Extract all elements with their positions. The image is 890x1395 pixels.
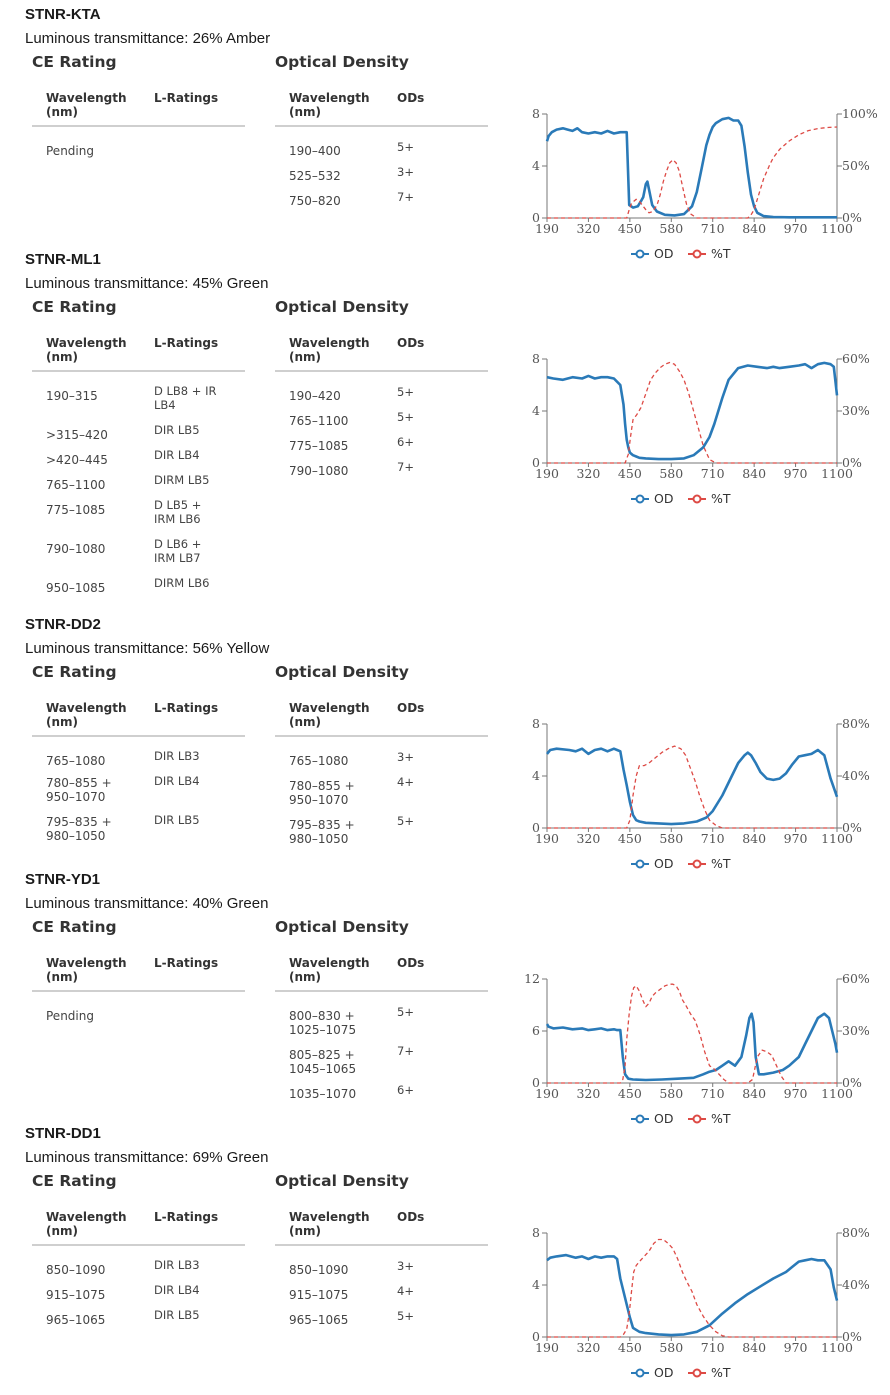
od-wavelength-header — [289, 701, 370, 729]
header-line: Wavelength — [46, 956, 127, 970]
x-tick-label: 190 — [535, 1086, 559, 1101]
ce-rating-heading: CE Rating — [32, 663, 117, 681]
cell-line: DIR LB5 — [154, 1308, 200, 1322]
cell-line: 780–855 + — [46, 776, 112, 790]
od-wavelength-cell — [289, 414, 348, 428]
ce-wavelength-cell — [46, 428, 108, 442]
od-wavelength-header — [289, 1210, 370, 1238]
ce-header-rule — [32, 125, 245, 127]
od-wavelength-cell — [289, 439, 348, 453]
header-line: Wavelength — [289, 1210, 370, 1224]
cell-line: DIR LB4 — [154, 1283, 200, 1297]
ce-wavelength-cell — [46, 453, 108, 467]
cell-line: DIR LB5 — [154, 423, 200, 437]
legend-t-marker — [694, 1370, 701, 1377]
x-tick-label: 190 — [535, 1340, 559, 1355]
x-tick-label: 190 — [535, 221, 559, 236]
cell-line: DIR LB3 — [154, 749, 200, 763]
right-tick-label: 0% — [842, 820, 862, 835]
l-rating-cell — [154, 813, 200, 827]
left-tick-label: 0 — [532, 210, 540, 225]
cell-line: 775–1085 — [46, 503, 106, 517]
right-tick-label: 80% — [842, 716, 870, 731]
ce-wavelength-header — [46, 1210, 127, 1238]
od-wavelength-header — [289, 956, 370, 984]
header-unit: (nm) — [46, 105, 79, 119]
left-tick-label: 8 — [532, 351, 540, 366]
ce-wavelength-cell — [46, 144, 94, 158]
ce-wavelength-cell — [46, 1263, 105, 1277]
right-tick-label: 50% — [842, 158, 870, 173]
cell-line: 1035–1070 — [289, 1087, 357, 1101]
legend-t-marker — [694, 1116, 701, 1123]
ce-wavelength-cell — [46, 776, 112, 804]
header-unit: (nm) — [289, 105, 322, 119]
l-ratings-header: L-Ratings — [154, 701, 219, 715]
product-section — [0, 1125, 890, 1380]
cell-line: 795–835 + — [46, 815, 112, 829]
cell-line: 1045–1065 — [289, 1062, 357, 1076]
x-tick-label: 710 — [700, 466, 725, 481]
left-tick-label: 0 — [532, 455, 540, 470]
l-rating-cell — [154, 1308, 200, 1322]
cell-line: >315–420 — [46, 428, 108, 442]
cell-line: 765–1080 — [46, 754, 106, 768]
chart-legend — [631, 1111, 731, 1126]
ods-header: ODs — [397, 956, 425, 970]
cell-line: 790–1080 — [46, 542, 106, 556]
transmittance-series-line — [547, 1240, 837, 1338]
header-unit: (nm) — [289, 1224, 322, 1238]
left-tick-label: 0 — [532, 820, 540, 835]
od-header-rule — [275, 735, 488, 737]
ce-header-rule — [32, 735, 245, 737]
header-unit: (nm) — [46, 970, 79, 984]
x-tick-label: 320 — [576, 831, 601, 846]
cell-line: DIR LB4 — [154, 774, 200, 788]
left-tick-label: 8 — [532, 716, 540, 731]
ce-wavelength-cell — [46, 581, 105, 595]
x-tick-label: 1100 — [821, 466, 853, 481]
right-tick-label: 60% — [842, 971, 870, 986]
od-value-cell: 5+ — [397, 385, 414, 399]
header-unit: (nm) — [289, 350, 322, 364]
l-rating-cell — [154, 473, 209, 487]
cell-line: DIR LB4 — [154, 448, 200, 462]
x-tick-label: 450 — [617, 221, 642, 236]
legend-t-label: %T — [711, 1111, 731, 1126]
left-tick-label: 8 — [532, 106, 540, 121]
cell-line: 765–1100 — [289, 414, 349, 428]
x-tick-label: 840 — [742, 1086, 767, 1101]
ce-wavelength-cell — [46, 815, 112, 843]
od-wavelength-cell — [289, 1009, 356, 1037]
cell-line: IRM LB6 — [154, 512, 201, 526]
legend-od-label: OD — [654, 246, 674, 261]
header-line: Wavelength — [289, 91, 370, 105]
right-tick-label: 40% — [842, 768, 870, 783]
cell-line: 190–400 — [289, 144, 341, 158]
od-header-rule — [275, 125, 488, 127]
od-header-rule — [275, 990, 488, 992]
od-wavelength-cell — [289, 818, 355, 846]
od-wavelength-header — [289, 91, 370, 119]
x-tick-label: 580 — [659, 466, 684, 481]
right-tick-label: 0% — [842, 1329, 862, 1344]
ce-wavelength-cell — [46, 754, 105, 768]
l-ratings-header: L-Ratings — [154, 1210, 219, 1224]
spectrum-chart — [508, 301, 890, 521]
l-rating-cell — [154, 498, 201, 526]
x-tick-label: 580 — [659, 1086, 684, 1101]
cell-line: 765–1100 — [46, 478, 106, 492]
right-tick-label: 80% — [842, 1225, 870, 1240]
x-tick-label: 580 — [659, 831, 684, 846]
od-wavelength-cell — [289, 779, 355, 807]
od-wavelength-cell — [289, 1313, 348, 1327]
cell-line: 805–825 + — [289, 1048, 355, 1062]
od-value-cell: 7+ — [397, 460, 414, 474]
product-name: STNR-DD1 — [25, 1125, 101, 1142]
ce-rating-heading: CE Rating — [32, 918, 117, 936]
x-tick-label: 970 — [783, 466, 808, 481]
l-ratings-header: L-Ratings — [154, 336, 219, 350]
left-tick-label: 6 — [532, 1023, 540, 1038]
right-tick-label: 40% — [842, 1277, 870, 1292]
x-tick-label: 320 — [576, 1340, 601, 1355]
legend-t-marker — [694, 861, 701, 868]
od-wavelength-cell — [289, 464, 348, 478]
od-wavelength-cell — [289, 194, 341, 208]
left-tick-label: 4 — [532, 403, 540, 418]
cell-line: 950–1070 — [289, 793, 349, 807]
product-section — [0, 251, 890, 595]
od-series-line — [547, 118, 837, 217]
cell-line: >420–445 — [46, 453, 108, 467]
x-tick-label: 450 — [617, 1340, 642, 1355]
od-value-cell: 4+ — [397, 1284, 414, 1298]
od-value-cell: 4+ — [397, 775, 414, 789]
x-tick-label: 840 — [742, 831, 767, 846]
x-tick-label: 970 — [783, 1340, 808, 1355]
right-tick-label: 0% — [842, 210, 862, 225]
cell-line: 790–1080 — [289, 464, 349, 478]
cell-line: 190–420 — [289, 389, 341, 403]
od-header-rule — [275, 370, 488, 372]
od-value-cell: 5+ — [397, 140, 414, 154]
luminous-transmittance: Luminous transmittance: 26% Amber — [25, 30, 271, 47]
x-tick-label: 320 — [576, 221, 601, 236]
ods-header: ODs — [397, 701, 425, 715]
od-value-cell: 3+ — [397, 165, 414, 179]
product-name: STNR-KTA — [25, 6, 101, 23]
x-tick-label: 1100 — [821, 1086, 853, 1101]
x-tick-label: 450 — [617, 466, 642, 481]
l-ratings-header: L-Ratings — [154, 956, 219, 970]
x-tick-label: 840 — [742, 221, 767, 236]
ce-wavelength-header — [46, 336, 127, 364]
cell-line: 950–1085 — [46, 581, 106, 595]
cell-line: 850–1090 — [46, 1263, 106, 1277]
luminous-transmittance: Luminous transmittance: 40% Green — [25, 895, 269, 912]
x-tick-label: 840 — [742, 466, 767, 481]
ce-header-rule — [32, 990, 245, 992]
x-tick-label: 580 — [659, 221, 684, 236]
l-rating-cell — [154, 774, 200, 788]
cell-line: 915–1075 — [289, 1288, 349, 1302]
right-tick-label: 30% — [842, 1023, 870, 1038]
cell-line: DIR LB5 — [154, 813, 200, 827]
cell-line: 750–820 — [289, 194, 341, 208]
ce-wavelength-header — [46, 956, 127, 984]
header-unit: (nm) — [289, 715, 322, 729]
right-tick-label: 0% — [842, 1075, 862, 1090]
cell-line: 800–830 + — [289, 1009, 355, 1023]
ce-header-rule — [32, 1244, 245, 1246]
od-series-line — [547, 1255, 837, 1335]
left-tick-label: 4 — [532, 158, 540, 173]
x-tick-label: 710 — [700, 831, 725, 846]
header-unit: (nm) — [46, 715, 79, 729]
product-section — [0, 616, 890, 871]
od-series-line — [547, 1014, 837, 1080]
x-tick-label: 1100 — [821, 1340, 853, 1355]
cell-line: DIRM LB5 — [154, 473, 210, 487]
spectrum-chart — [508, 56, 890, 276]
legend-t-label: %T — [711, 246, 731, 261]
od-wavelength-cell — [289, 1087, 356, 1101]
header-line: Wavelength — [46, 91, 127, 105]
legend-od-marker — [637, 1116, 644, 1123]
od-wavelength-cell — [289, 144, 341, 158]
ce-wavelength-cell — [46, 478, 105, 492]
ce-rating-heading: CE Rating — [32, 1172, 117, 1190]
cell-line: 795–835 + — [289, 818, 355, 832]
x-tick-label: 710 — [700, 1086, 725, 1101]
cell-line: Pending — [46, 1009, 94, 1023]
od-value-cell: 5+ — [397, 1309, 414, 1323]
od-value-cell: 3+ — [397, 1259, 414, 1273]
cell-line: 965–1065 — [46, 1313, 106, 1327]
od-value-cell: 5+ — [397, 814, 414, 828]
transmittance-series-line — [547, 984, 837, 1083]
cell-line: 850–1090 — [289, 1263, 349, 1277]
chart-legend — [631, 491, 731, 506]
header-line: Wavelength — [46, 701, 127, 715]
cell-line: 765–1080 — [289, 754, 349, 768]
cell-line: 525–532 — [289, 169, 341, 183]
od-wavelength-header — [289, 336, 370, 364]
luminous-transmittance: Luminous transmittance: 45% Green — [25, 275, 269, 292]
cell-line: 965–1065 — [289, 1313, 349, 1327]
left-tick-label: 0 — [532, 1075, 540, 1090]
product-section — [0, 871, 890, 1126]
od-value-cell: 3+ — [397, 750, 414, 764]
ods-header: ODs — [397, 1210, 425, 1224]
ce-wavelength-cell — [46, 389, 98, 403]
spectrum-chart — [508, 1175, 890, 1395]
x-tick-label: 970 — [783, 831, 808, 846]
cell-line: 950–1070 — [46, 790, 106, 804]
od-value-cell: 6+ — [397, 1083, 414, 1097]
ce-rating-heading: CE Rating — [32, 298, 117, 316]
cell-line: 780–855 + — [289, 779, 355, 793]
cell-line: DIRM LB6 — [154, 576, 210, 590]
legend-od-label: OD — [654, 491, 674, 506]
x-tick-label: 1100 — [821, 831, 853, 846]
luminous-transmittance: Luminous transmittance: 56% Yellow — [25, 640, 270, 657]
cell-line: LB4 — [154, 398, 176, 412]
x-tick-label: 450 — [617, 1086, 642, 1101]
cell-line: Pending — [46, 144, 94, 158]
luminous-transmittance: Luminous transmittance: 69% Green — [25, 1149, 269, 1166]
od-series-line — [547, 749, 837, 824]
ce-wavelength-cell — [46, 1009, 94, 1023]
optical-density-heading: Optical Density — [275, 298, 409, 316]
cell-line: IRM LB7 — [154, 551, 201, 565]
optical-density-heading: Optical Density — [275, 663, 409, 681]
ce-wavelength-cell — [46, 503, 105, 517]
x-tick-label: 320 — [576, 1086, 601, 1101]
x-tick-label: 320 — [576, 466, 601, 481]
header-unit: (nm) — [46, 1224, 79, 1238]
legend-t-label: %T — [711, 491, 731, 506]
optical-density-heading: Optical Density — [275, 53, 409, 71]
cell-line: 775–1085 — [289, 439, 349, 453]
header-line: Wavelength — [289, 956, 370, 970]
x-tick-label: 710 — [700, 1340, 725, 1355]
l-ratings-header: L-Ratings — [154, 91, 219, 105]
left-tick-label: 12 — [524, 971, 540, 986]
header-line: Wavelength — [289, 336, 370, 350]
legend-od-marker — [637, 496, 644, 503]
right-tick-label: 100% — [842, 106, 878, 121]
header-unit: (nm) — [46, 350, 79, 364]
cell-line: D LB6 + — [154, 537, 202, 551]
product-name: STNR-ML1 — [25, 251, 101, 268]
l-rating-cell — [154, 537, 201, 565]
ce-header-rule — [32, 370, 245, 372]
cell-line: 980–1050 — [289, 832, 349, 846]
transmittance-series-line — [547, 746, 837, 828]
ce-wavelength-cell — [46, 542, 105, 556]
cell-line: D LB5 + — [154, 498, 202, 512]
chart-legend — [631, 856, 731, 871]
legend-od-marker — [637, 861, 644, 868]
cell-line: DIR LB3 — [154, 1258, 200, 1272]
x-tick-label: 1100 — [821, 221, 853, 236]
od-value-cell: 6+ — [397, 435, 414, 449]
left-tick-label: 4 — [532, 1277, 540, 1292]
od-wavelength-cell — [289, 169, 341, 183]
x-tick-label: 970 — [783, 221, 808, 236]
ods-header: ODs — [397, 91, 425, 105]
legend-t-label: %T — [711, 1365, 731, 1380]
ce-wavelength-header — [46, 91, 127, 119]
ce-wavelength-header — [46, 701, 127, 729]
x-tick-label: 840 — [742, 1340, 767, 1355]
l-rating-cell — [154, 1283, 200, 1297]
header-line: Wavelength — [46, 336, 127, 350]
od-value-cell: 7+ — [397, 1044, 414, 1058]
product-name: STNR-YD1 — [25, 871, 101, 888]
x-tick-label: 190 — [535, 831, 559, 846]
cell-line: D LB8 + IR — [154, 384, 217, 398]
cell-line: 915–1075 — [46, 1288, 106, 1302]
od-series-line — [547, 363, 837, 459]
od-value-cell: 5+ — [397, 410, 414, 424]
od-wavelength-cell — [289, 1288, 348, 1302]
cell-line: 1025–1075 — [289, 1023, 357, 1037]
ce-wavelength-cell — [46, 1288, 105, 1302]
legend-od-label: OD — [654, 1111, 674, 1126]
l-rating-cell — [154, 576, 209, 590]
header-line: Wavelength — [289, 701, 370, 715]
x-tick-label: 190 — [535, 466, 559, 481]
od-wavelength-cell — [289, 1263, 348, 1277]
optical-density-heading: Optical Density — [275, 918, 409, 936]
x-tick-label: 970 — [783, 1086, 808, 1101]
ce-rating-heading: CE Rating — [32, 53, 117, 71]
spectrum-chart — [508, 921, 890, 1141]
l-rating-cell — [154, 448, 200, 462]
od-wavelength-cell — [289, 1048, 356, 1076]
cell-line: 980–1050 — [46, 829, 106, 843]
od-value-cell: 5+ — [397, 1005, 414, 1019]
spectrum-chart — [508, 666, 890, 886]
product-name: STNR-DD2 — [25, 616, 101, 633]
l-rating-cell — [154, 749, 200, 763]
legend-t-marker — [694, 496, 701, 503]
legend-od-label: OD — [654, 856, 674, 871]
od-wavelength-cell — [289, 754, 348, 768]
l-rating-cell — [154, 423, 200, 437]
x-tick-label: 450 — [617, 831, 642, 846]
l-rating-cell — [154, 384, 216, 412]
left-tick-label: 8 — [532, 1225, 540, 1240]
left-tick-label: 4 — [532, 768, 540, 783]
optical-density-heading: Optical Density — [275, 1172, 409, 1190]
x-tick-label: 580 — [659, 1340, 684, 1355]
ce-wavelength-cell — [46, 1313, 105, 1327]
left-tick-label: 0 — [532, 1329, 540, 1344]
x-tick-label: 710 — [700, 221, 725, 236]
cell-line: 190–315 — [46, 389, 98, 403]
chart-legend — [631, 1365, 731, 1380]
od-header-rule — [275, 1244, 488, 1246]
legend-od-marker — [637, 1370, 644, 1377]
ods-header: ODs — [397, 336, 425, 350]
od-value-cell: 7+ — [397, 190, 414, 204]
header-line: Wavelength — [46, 1210, 127, 1224]
legend-t-label: %T — [711, 856, 731, 871]
right-tick-label: 30% — [842, 403, 870, 418]
od-wavelength-cell — [289, 389, 341, 403]
legend-od-label: OD — [654, 1365, 674, 1380]
right-tick-label: 60% — [842, 351, 870, 366]
l-rating-cell — [154, 1258, 200, 1272]
right-tick-label: 0% — [842, 455, 862, 470]
header-unit: (nm) — [289, 970, 322, 984]
